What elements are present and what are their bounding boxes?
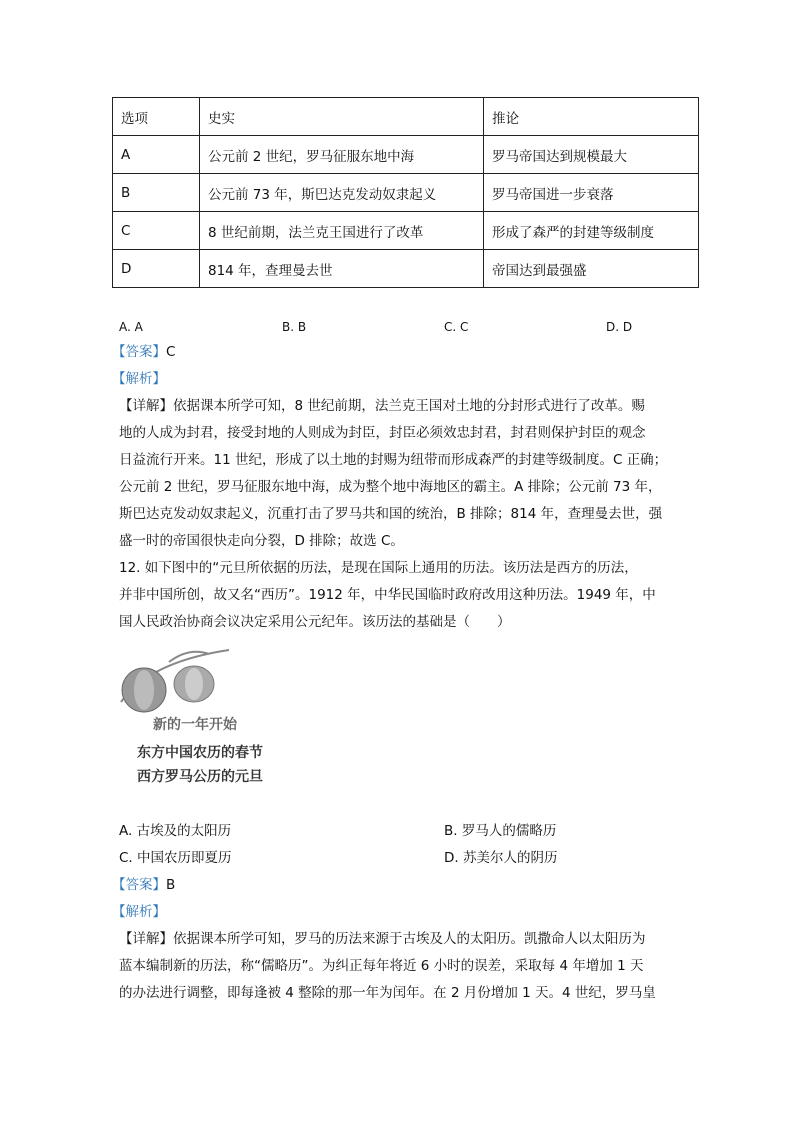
q11-option-c: C. C <box>444 320 469 334</box>
image-caption: 东方中国农历的春节 <box>137 745 263 761</box>
q12-option-d: D. 苏美尔人的阴历 <box>444 850 558 866</box>
table-cell: 帝国达到最强盛 <box>484 250 699 288</box>
table-cell: B <box>113 174 200 212</box>
table-cell: D <box>113 250 200 288</box>
q12-stem-line: 12. 如下图中的“元旦所依据的历法，是现在国际上通用的历法。该历法是西方的历法， <box>119 560 638 576</box>
image-caption: 新的一年开始 <box>153 717 237 733</box>
table-row <box>113 250 699 288</box>
q11-option-a: A. A <box>119 320 143 334</box>
q12-option-a: A. 古埃及的太阳历 <box>119 823 232 839</box>
q12-detail-line: 蓝本编制新的历法，称“儒略历”。为纠正每年将近 6 小时的误差，采取每 4 年增加 1 天 <box>119 958 644 974</box>
q12-answer <box>112 875 175 895</box>
q12-option-c: C. 中国农历即夏历 <box>119 850 232 866</box>
table-cell: 公元前 73 年，斯巴达克发动奴隶起义 <box>200 174 484 212</box>
q12-stem-line: 国人民政治协商会议决定采用公元纪年。该历法的基础是（ ） <box>119 614 511 630</box>
q11-detail-line: 盛一时的帝国很快走向分裂，D 排除；故选 C。 <box>119 533 404 549</box>
q12-analysis-label: 【解析】 <box>112 904 166 920</box>
q12-detail-line: 【详解】依据课本所学可知，罗马的历法来源于古埃及人的太阳历。凯撒命人以太阳历为 <box>119 931 646 947</box>
table-row <box>113 174 699 212</box>
answer-value: C <box>166 344 176 360</box>
q11-detail-line: 斯巴达克发动奴隶起义，沉重打击了罗马共和国的统治，B 排除；814 年，查理曼去世，强 <box>119 506 663 522</box>
table-cell: 公元前 2 世纪，罗马征服东地中海 <box>200 136 484 174</box>
q11-detail-line: 公元前 2 世纪，罗马征服东地中海，成为整个地中海地区的霸主。A 排除；公元前 73 年， <box>119 479 662 495</box>
table-header: 推论 <box>484 98 699 136</box>
q12-option-b: B. 罗马人的儒略历 <box>444 823 557 839</box>
q12-stem-line: 并非中国所创，故又名“西历”。1912 年，中华民国临时政府改用这种历法。1949 年，中 <box>119 587 656 603</box>
table-header-row <box>113 98 699 136</box>
table-cell: 罗马帝国进一步衰落 <box>484 174 699 212</box>
table-cell: 814 年，查理曼去世 <box>200 250 484 288</box>
table-cell: A <box>113 136 200 174</box>
q11-option-b: B. B <box>282 320 307 334</box>
image-caption: 西方罗马公历的元旦 <box>137 769 263 785</box>
table-cell: 形成了森严的封建等级制度 <box>484 212 699 250</box>
lantern-branch-icon <box>119 642 299 722</box>
answer-value: B <box>166 877 176 893</box>
table-cell: C <box>113 212 200 250</box>
q11-detail-line: 日益流行开来。11 世纪，形成了以土地的封赐为纽带而形成森严的封建等级制度。C 正确； <box>119 452 668 468</box>
table-header: 史实 <box>200 98 484 136</box>
table-cell: 罗马帝国达到规模最大 <box>484 136 699 174</box>
table-row <box>113 136 699 174</box>
table-header: 选项 <box>113 98 200 136</box>
q11-answer <box>112 342 175 362</box>
history-table <box>112 97 699 288</box>
q11-option-d: D. D <box>606 320 633 334</box>
q12-detail-line: 的办法进行调整，即每逢被 4 整除的那一年为闰年。在 2 月份增加 1 天。4 世纪，罗马皇 <box>119 985 656 1001</box>
table-row <box>113 212 699 250</box>
q11-detail-line: 【详解】依据课本所学可知，8 世纪前期，法兰克王国对土地的分封形式进行了改革。赐 <box>119 398 645 414</box>
answer-label: 【答案】 <box>112 344 166 360</box>
new-year-lantern-image <box>119 642 299 792</box>
q11-analysis-label: 【解析】 <box>112 371 166 387</box>
q11-detail-line: 地的人成为封君，接受封地的人则成为封臣，封臣必须效忠封君，封君则保护封臣的观念 <box>119 425 646 441</box>
answer-label: 【答案】 <box>112 877 166 893</box>
table-cell: 8 世纪前期，法兰克王国进行了改革 <box>200 212 484 250</box>
